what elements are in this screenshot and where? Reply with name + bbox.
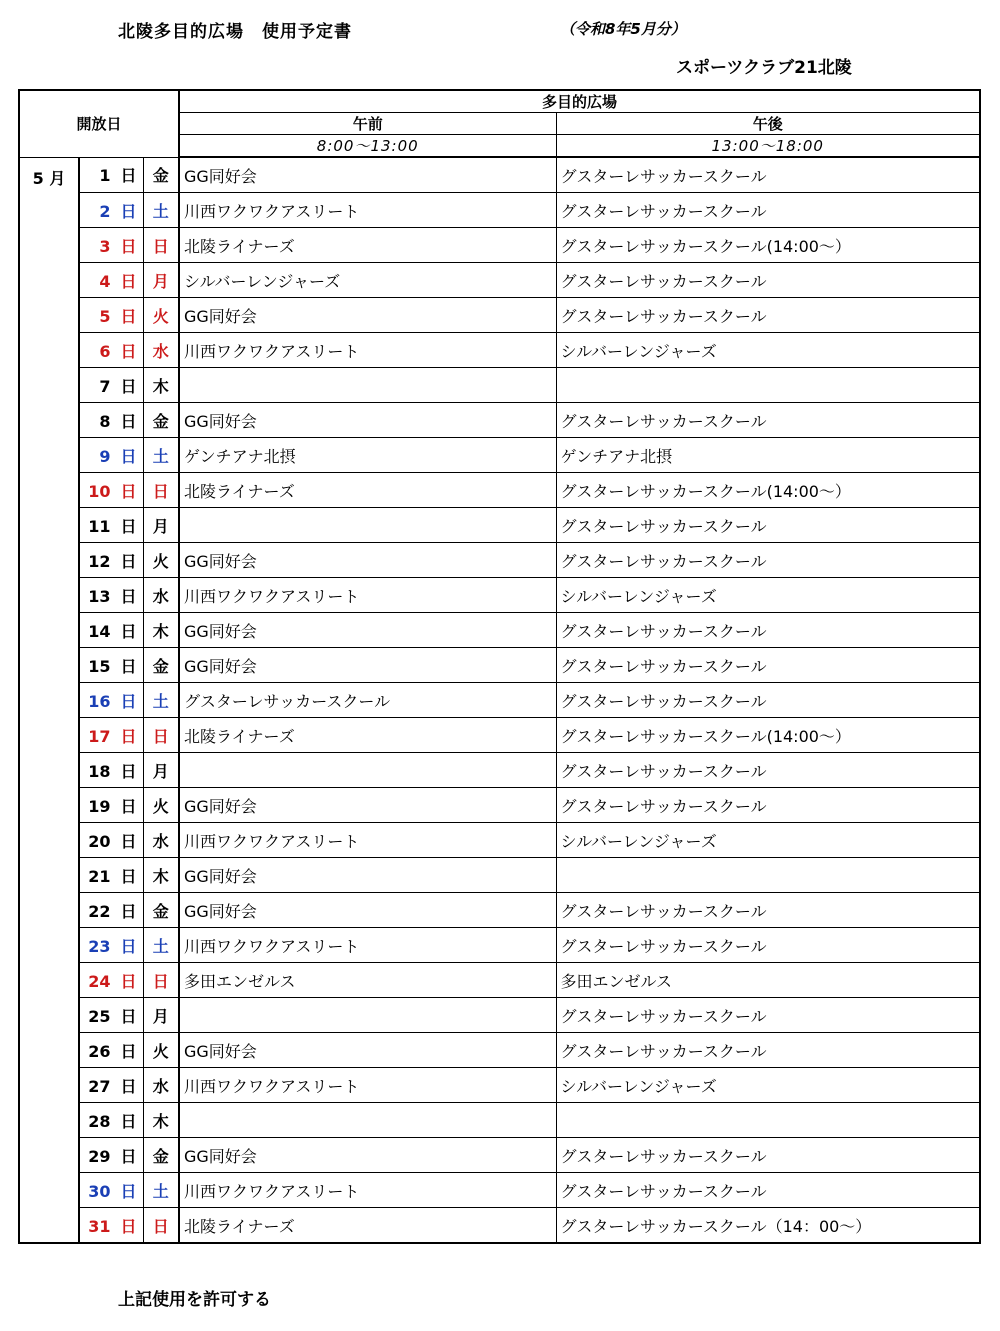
am-user-cell: 川西ワクワクアスリート xyxy=(179,928,556,963)
day-unit: 日 xyxy=(120,831,137,851)
pm-user-cell: グスターレサッカースクール xyxy=(556,753,980,788)
weekday-cell: 金 xyxy=(143,403,179,438)
day-number: 10 xyxy=(88,481,111,501)
day-unit: 日 xyxy=(120,621,137,641)
day-cell xyxy=(79,157,143,193)
day-unit: 日 xyxy=(120,796,137,816)
table-row xyxy=(19,613,980,648)
am-user-cell xyxy=(179,1103,556,1138)
day-unit: 日 xyxy=(120,1111,137,1131)
day-number: 15 xyxy=(88,656,111,676)
day-unit: 日 xyxy=(120,341,137,361)
pm-user-cell: グスターレサッカースクール xyxy=(556,1173,980,1208)
am-user-cell: 川西ワクワクアスリート xyxy=(179,333,556,368)
day-cell xyxy=(79,333,143,368)
weekday-cell: 火 xyxy=(143,788,179,823)
day-cell xyxy=(79,718,143,753)
am-user-cell xyxy=(179,508,556,543)
pm-user-cell xyxy=(556,368,980,403)
am-user-cell: 北陵ライナーズ xyxy=(179,228,556,263)
weekday-cell: 土 xyxy=(143,438,179,473)
table-row xyxy=(19,1068,980,1103)
day-cell xyxy=(79,298,143,333)
day-number: 3 xyxy=(99,236,111,256)
day-number: 27 xyxy=(88,1076,111,1096)
table-row xyxy=(19,368,980,403)
am-user-cell: GG同好会 xyxy=(179,1138,556,1173)
table-row xyxy=(19,403,980,438)
day-unit: 日 xyxy=(120,411,137,431)
pm-user-cell: グスターレサッカースクール xyxy=(556,508,980,543)
day-cell xyxy=(79,473,143,508)
day-unit: 日 xyxy=(120,761,137,781)
day-number: 21 xyxy=(88,866,111,886)
weekday-cell: 金 xyxy=(143,157,179,193)
day-unit: 日 xyxy=(120,726,137,746)
day-unit: 日 xyxy=(120,1041,137,1061)
weekday-cell: 日 xyxy=(143,473,179,508)
day-number: 12 xyxy=(88,551,111,571)
day-number: 19 xyxy=(88,796,111,816)
weekday-cell: 月 xyxy=(143,998,179,1033)
pm-time-header: 13:00〜18:00 xyxy=(556,135,980,158)
am-user-cell xyxy=(179,368,556,403)
table-row xyxy=(19,578,980,613)
schedule-table xyxy=(18,89,981,1244)
table-row xyxy=(19,683,980,718)
weekday-cell: 金 xyxy=(143,893,179,928)
table-row xyxy=(19,298,980,333)
day-cell xyxy=(79,438,143,473)
am-user-cell: シルバーレンジャーズ xyxy=(179,263,556,298)
table-row xyxy=(19,1033,980,1068)
pm-user-cell: グスターレサッカースクール(14:00～） xyxy=(556,473,980,508)
am-user-cell: GG同好会 xyxy=(179,403,556,438)
day-number: 22 xyxy=(88,901,111,921)
day-cell xyxy=(79,403,143,438)
day-unit: 日 xyxy=(120,656,137,676)
day-cell xyxy=(79,613,143,648)
am-user-cell: 川西ワクワクアスリート xyxy=(179,823,556,858)
day-number: 17 xyxy=(88,726,111,746)
table-row xyxy=(19,998,980,1033)
day-number: 28 xyxy=(88,1111,111,1131)
weekday-cell: 金 xyxy=(143,648,179,683)
weekday-cell: 月 xyxy=(143,508,179,543)
day-unit: 日 xyxy=(120,1146,137,1166)
table-row xyxy=(19,157,980,193)
day-cell xyxy=(79,963,143,998)
period-label: （令和8年5月分） xyxy=(560,20,686,38)
day-unit: 日 xyxy=(120,1181,137,1201)
weekday-cell: 月 xyxy=(143,263,179,298)
facility-header: 多目的広場 xyxy=(179,90,980,113)
day-number: 26 xyxy=(88,1041,111,1061)
document-title: 北陵多目的広場 使用予定書 xyxy=(118,22,352,42)
pm-user-cell: シルバーレンジャーズ xyxy=(556,1068,980,1103)
pm-user-cell: シルバーレンジャーズ xyxy=(556,333,980,368)
day-number: 14 xyxy=(88,621,111,641)
day-cell xyxy=(79,1138,143,1173)
pm-header: 午後 xyxy=(556,113,980,135)
organization-name: スポーツクラブ21北陵 xyxy=(676,58,852,78)
day-unit: 日 xyxy=(120,446,137,466)
table-row xyxy=(19,508,980,543)
am-user-cell: 多田エンゼルス xyxy=(179,963,556,998)
day-number: 20 xyxy=(88,831,111,851)
weekday-cell: 土 xyxy=(143,1173,179,1208)
day-cell xyxy=(79,193,143,228)
day-unit: 日 xyxy=(120,866,137,886)
day-number: 11 xyxy=(88,516,111,536)
day-unit: 日 xyxy=(120,201,137,221)
am-user-cell: 川西ワクワクアスリート xyxy=(179,1173,556,1208)
day-number: 13 xyxy=(88,586,111,606)
pm-user-cell xyxy=(556,858,980,893)
table-row xyxy=(19,823,980,858)
day-unit: 日 xyxy=(120,971,137,991)
am-user-cell: 川西ワクワクアスリート xyxy=(179,193,556,228)
day-unit: 日 xyxy=(120,901,137,921)
weekday-cell: 土 xyxy=(143,193,179,228)
pm-user-cell: グスターレサッカースクール xyxy=(556,193,980,228)
day-unit: 日 xyxy=(120,516,137,536)
weekday-cell: 木 xyxy=(143,858,179,893)
table-row xyxy=(19,438,980,473)
day-number: 7 xyxy=(99,376,111,396)
header-row-facility xyxy=(19,90,980,113)
table-row xyxy=(19,648,980,683)
am-user-cell: GG同好会 xyxy=(179,893,556,928)
weekday-cell: 月 xyxy=(143,753,179,788)
pm-user-cell: シルバーレンジャーズ xyxy=(556,823,980,858)
am-user-cell: GG同好会 xyxy=(179,648,556,683)
day-number: 5 xyxy=(99,306,111,326)
day-cell xyxy=(79,1173,143,1208)
am-user-cell: GG同好会 xyxy=(179,613,556,648)
pm-user-cell: グスターレサッカースクール xyxy=(556,648,980,683)
am-user-cell: GG同好会 xyxy=(179,858,556,893)
weekday-cell: 水 xyxy=(143,1068,179,1103)
weekday-cell: 日 xyxy=(143,1208,179,1244)
day-cell xyxy=(79,858,143,893)
day-cell xyxy=(79,1103,143,1138)
day-cell xyxy=(79,753,143,788)
am-user-cell: GG同好会 xyxy=(179,788,556,823)
pm-user-cell: グスターレサッカースクール xyxy=(556,683,980,718)
weekday-cell: 火 xyxy=(143,1033,179,1068)
pm-user-cell: グスターレサッカースクール xyxy=(556,1138,980,1173)
day-cell xyxy=(79,368,143,403)
pm-user-cell: グスターレサッカースクール（14：00～） xyxy=(556,1208,980,1244)
table-row xyxy=(19,543,980,578)
table-row xyxy=(19,1208,980,1244)
day-cell xyxy=(79,893,143,928)
approval-text: 上記使用を許可する xyxy=(118,1290,271,1310)
day-cell xyxy=(79,648,143,683)
am-user-cell: GG同好会 xyxy=(179,298,556,333)
day-unit: 日 xyxy=(120,166,137,186)
day-cell xyxy=(79,823,143,858)
day-cell xyxy=(79,928,143,963)
weekday-cell: 木 xyxy=(143,368,179,403)
pm-user-cell xyxy=(556,1103,980,1138)
table-row xyxy=(19,193,980,228)
am-time-header: 8:00〜13:00 xyxy=(179,135,556,158)
day-number: 9 xyxy=(99,446,111,466)
table-row xyxy=(19,1138,980,1173)
pm-user-cell: グスターレサッカースクール xyxy=(556,928,980,963)
day-unit: 日 xyxy=(120,236,137,256)
pm-user-cell: グスターレサッカースクール(14:00～） xyxy=(556,228,980,263)
weekday-cell: 日 xyxy=(143,718,179,753)
table-row xyxy=(19,333,980,368)
day-unit: 日 xyxy=(120,1216,137,1236)
table-row xyxy=(19,963,980,998)
pm-user-cell: グスターレサッカースクール xyxy=(556,613,980,648)
table-row xyxy=(19,718,980,753)
weekday-cell: 土 xyxy=(143,683,179,718)
table-row xyxy=(19,753,980,788)
day-number: 8 xyxy=(99,411,111,431)
pm-user-cell: グスターレサッカースクール xyxy=(556,403,980,438)
pm-user-cell: グスターレサッカースクール xyxy=(556,543,980,578)
pm-user-cell: グスターレサッカースクール xyxy=(556,788,980,823)
month-cell: 5 月 xyxy=(19,157,79,1243)
day-number: 25 xyxy=(88,1006,111,1026)
open-day-header: 開放日 xyxy=(19,90,179,157)
table-row xyxy=(19,263,980,298)
table-row xyxy=(19,788,980,823)
day-number: 24 xyxy=(88,971,111,991)
day-unit: 日 xyxy=(120,936,137,956)
day-cell xyxy=(79,263,143,298)
day-cell xyxy=(79,998,143,1033)
am-user-cell: 川西ワクワクアスリート xyxy=(179,1068,556,1103)
table-row xyxy=(19,228,980,263)
day-unit: 日 xyxy=(120,376,137,396)
weekday-cell: 土 xyxy=(143,928,179,963)
am-user-cell xyxy=(179,753,556,788)
pm-user-cell: 多田エンゼルス xyxy=(556,963,980,998)
table-row xyxy=(19,1103,980,1138)
day-unit: 日 xyxy=(120,271,137,291)
day-number: 1 xyxy=(99,166,111,186)
am-user-cell: ゲンチアナ北摂 xyxy=(179,438,556,473)
day-unit: 日 xyxy=(120,1076,137,1096)
am-user-cell xyxy=(179,998,556,1033)
day-unit: 日 xyxy=(120,481,137,501)
am-user-cell: GG同好会 xyxy=(179,543,556,578)
pm-user-cell: グスターレサッカースクール xyxy=(556,998,980,1033)
day-cell xyxy=(79,543,143,578)
weekday-cell: 水 xyxy=(143,578,179,613)
table-row xyxy=(19,858,980,893)
day-unit: 日 xyxy=(120,551,137,571)
am-user-cell: GG同好会 xyxy=(179,157,556,193)
day-number: 29 xyxy=(88,1146,111,1166)
day-number: 4 xyxy=(99,271,111,291)
weekday-cell: 木 xyxy=(143,1103,179,1138)
day-cell xyxy=(79,228,143,263)
table-row xyxy=(19,928,980,963)
weekday-cell: 日 xyxy=(143,228,179,263)
am-user-cell: 川西ワクワクアスリート xyxy=(179,578,556,613)
pm-user-cell: グスターレサッカースクール xyxy=(556,893,980,928)
pm-user-cell: グスターレサッカースクール(14:00～） xyxy=(556,718,980,753)
day-cell xyxy=(79,1208,143,1244)
am-user-cell: GG同好会 xyxy=(179,1033,556,1068)
day-number: 2 xyxy=(99,201,111,221)
day-number: 30 xyxy=(88,1181,111,1201)
weekday-cell: 水 xyxy=(143,823,179,858)
pm-user-cell: シルバーレンジャーズ xyxy=(556,578,980,613)
table-row xyxy=(19,1173,980,1208)
day-unit: 日 xyxy=(120,1006,137,1026)
day-cell xyxy=(79,788,143,823)
am-header: 午前 xyxy=(179,113,556,135)
pm-user-cell: グスターレサッカースクール xyxy=(556,157,980,193)
table-row xyxy=(19,893,980,928)
am-user-cell: 北陵ライナーズ xyxy=(179,718,556,753)
table-row xyxy=(19,473,980,508)
pm-user-cell: ゲンチアナ北摂 xyxy=(556,438,980,473)
day-unit: 日 xyxy=(120,691,137,711)
day-cell xyxy=(79,508,143,543)
pm-user-cell: グスターレサッカースクール xyxy=(556,263,980,298)
day-number: 18 xyxy=(88,761,111,781)
am-user-cell: 北陵ライナーズ xyxy=(179,473,556,508)
day-cell xyxy=(79,683,143,718)
pm-user-cell: グスターレサッカースクール xyxy=(556,1033,980,1068)
weekday-cell: 火 xyxy=(143,543,179,578)
day-unit: 日 xyxy=(120,306,137,326)
weekday-cell: 木 xyxy=(143,613,179,648)
day-unit: 日 xyxy=(120,586,137,606)
am-user-cell: グスターレサッカースクール xyxy=(179,683,556,718)
weekday-cell: 火 xyxy=(143,298,179,333)
day-number: 6 xyxy=(99,341,111,361)
day-cell xyxy=(79,1068,143,1103)
pm-user-cell: グスターレサッカースクール xyxy=(556,298,980,333)
weekday-cell: 水 xyxy=(143,333,179,368)
weekday-cell: 日 xyxy=(143,963,179,998)
day-number: 16 xyxy=(88,691,111,711)
day-cell xyxy=(79,1033,143,1068)
day-number: 23 xyxy=(88,936,111,956)
day-cell xyxy=(79,578,143,613)
day-number: 31 xyxy=(88,1216,111,1236)
am-user-cell: 北陵ライナーズ xyxy=(179,1208,556,1244)
weekday-cell: 金 xyxy=(143,1138,179,1173)
